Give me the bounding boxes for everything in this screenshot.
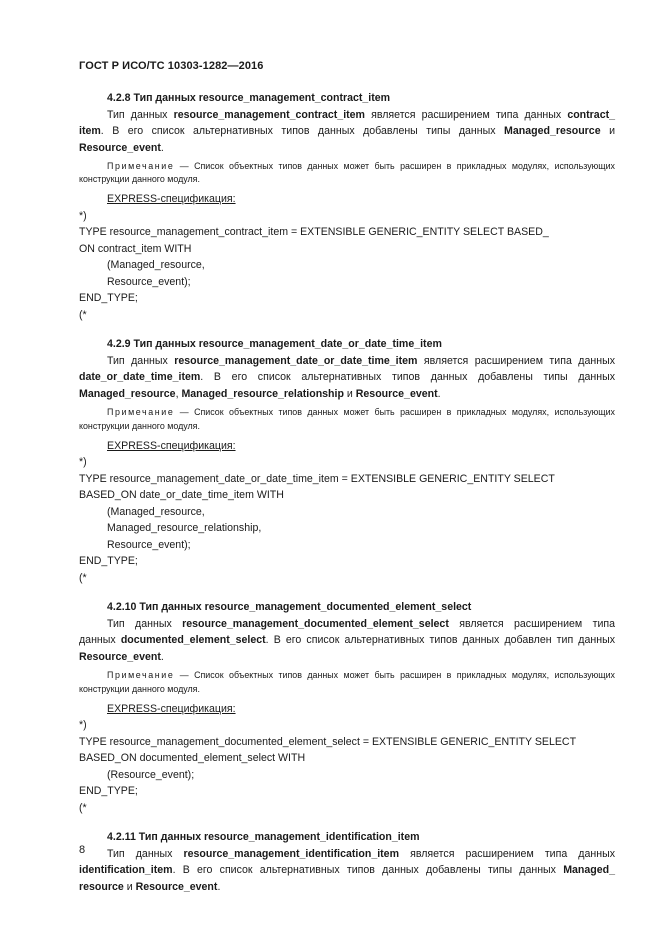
note-label: Примечание [107, 161, 175, 171]
text-run: является расширением типа данных [417, 354, 615, 367]
code-line: Managed_resource_relationship, [107, 522, 262, 535]
code-line: ON contract_item WITH [79, 242, 192, 255]
bold-term: Resource_event [135, 880, 218, 893]
bold-term: date_or_date_time_item [79, 371, 201, 384]
express-code [79, 208, 615, 324]
code-line: TYPE resource_management_documented_element_select = EXTENSIBLE GENERIC_ENTITY SELECT [79, 735, 577, 748]
code-line: TYPE resource_management_contract_item = EXTENSIBLE GENERIC_ENTITY SELECT BASED_ [79, 226, 549, 239]
code-line: (Resource_event); [107, 768, 195, 781]
bold-term: identification_item [79, 864, 173, 877]
text-run: . В его список альтернативных типов данных добавлен тип данных [265, 634, 615, 647]
section [79, 90, 615, 323]
code-line: Resource_event); [107, 275, 191, 288]
bold-term: Managed_resource_relationship [181, 387, 344, 400]
bold-term: Managed_resource [79, 387, 176, 400]
text-run: Тип данных [107, 617, 183, 630]
express-spec-label: EXPRESS-спецификация: [107, 702, 236, 715]
code-line: *) [79, 456, 87, 469]
document-body [79, 90, 615, 895]
code-line: END_TYPE; [79, 292, 138, 305]
section-paragraph [79, 353, 615, 403]
code-line: (* [79, 571, 87, 584]
code-line: *) [79, 719, 87, 732]
bold-term: resource_management_documented_element_select [182, 617, 449, 630]
text-run: . В его список альтернативных типов данных добавлены типы данных [100, 125, 505, 137]
text-run: . [160, 141, 164, 154]
section-title: 4.2.9 Тип данных resource_management_date_or_date_time_item [107, 338, 442, 351]
text-run: . [217, 880, 221, 893]
section-title: 4.2.11 Тип данных resource_management_identification_item [107, 831, 420, 844]
code-line: *) [79, 209, 87, 222]
note-text: — Список объектных типов данных может быть расширен в прикладных модулях, использующих конструкции данного модуля. [79, 407, 615, 431]
code-line: END_TYPE; [79, 555, 138, 568]
code-line: Resource_event); [107, 538, 191, 551]
note-text: — Список объектных типов данных может быть расширен в прикладных модулях, использующих конструкции данного модуля. [79, 161, 615, 185]
note-label: Примечание [107, 407, 175, 418]
section-paragraph [79, 616, 615, 666]
note [79, 406, 615, 432]
code-line: (* [79, 801, 87, 814]
text-run: . В его список альтернативных типов данных добавлены типы данных [172, 864, 564, 877]
bold-term: Managed_ resource [79, 864, 615, 893]
text-run: Тип данных [107, 108, 174, 121]
bold-term: resource_management_identification_item [183, 847, 399, 860]
section-paragraph [79, 846, 615, 896]
document-header: ГОСТ Р ИСО/ТС 10303-1282—2016 [79, 60, 264, 72]
text-run: и [600, 125, 615, 137]
bold-term: resource_management_date_or_date_time_item [174, 354, 418, 367]
note-label: Примечание [107, 670, 175, 681]
code-line: TYPE resource_management_date_or_date_time_item = EXTENSIBLE GENERIC_ENTITY SELECT [79, 472, 555, 485]
code-line: (* [79, 308, 87, 321]
section-title: 4.2.10 Тип данных resource_management_documented_element_select [107, 601, 472, 614]
code-line: BASED_ON documented_element_select WITH [79, 752, 306, 765]
text-run: и [123, 880, 136, 893]
bold-term: documented_element_select [120, 634, 266, 647]
section [79, 336, 615, 586]
code-line: (Managed_resource, [107, 505, 205, 518]
text-run: , [175, 387, 182, 400]
text-run: . [160, 650, 164, 663]
note-text: — Список объектных типов данных может быть расширен в прикладных модулях, использующих конструкции данного модуля. [79, 670, 615, 694]
bold-term: Resource_event [79, 650, 161, 663]
note [79, 160, 615, 186]
code-line: BASED_ON date_or_date_time_item WITH [79, 489, 284, 502]
express-spec-label: EXPRESS-спецификация: [107, 193, 236, 206]
text-run: является расширением типа данных [364, 108, 568, 121]
text-run: . [437, 387, 441, 400]
bold-term: Resource_event [79, 141, 161, 154]
code-line: (Managed_resource, [107, 259, 205, 272]
page-number: 8 [79, 844, 86, 856]
note [79, 669, 615, 695]
section [79, 829, 615, 895]
bold-term: resource_management_contract_item [173, 108, 365, 121]
section [79, 599, 615, 816]
text-run: Тип данных [107, 354, 175, 367]
express-code [79, 454, 615, 586]
section-title: 4.2.8 Тип данных resource_management_contract_item [107, 92, 391, 104]
bold-term: Resource_event [355, 387, 438, 400]
bold-term: contract_ item [79, 108, 615, 137]
express-spec-label: EXPRESS-спецификация: [107, 439, 236, 452]
text-run: Тип данных [107, 847, 184, 860]
bold-term: Managed_resource [504, 125, 601, 137]
text-run: . В его список альтернативных типов данных добавлены типы данных [200, 371, 615, 384]
text-run: является расширением типа данных [79, 617, 615, 647]
express-code [79, 717, 615, 816]
text-run: и [343, 387, 356, 400]
code-line: END_TYPE; [79, 785, 138, 798]
section-paragraph [79, 107, 615, 157]
text-run: является расширением типа данных [399, 847, 615, 860]
